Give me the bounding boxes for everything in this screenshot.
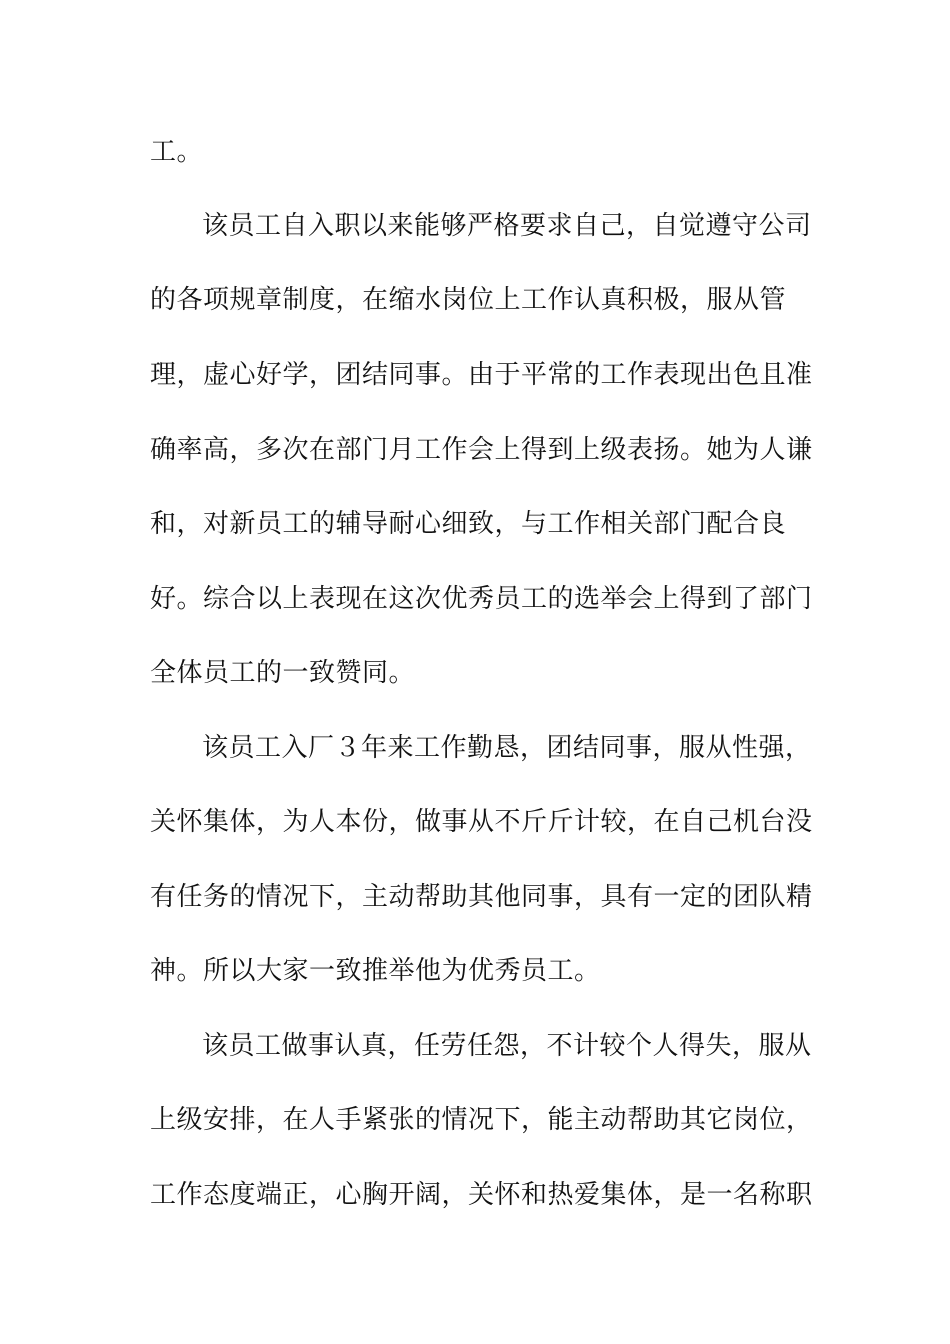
text-line: 工作态度端正，心胸开阔，关怀和热爱集体，是一名称职: [150, 1180, 813, 1210]
text-line: 神。所以大家一致推举他为优秀员工。: [150, 956, 601, 986]
text-line: 和，对新员工的辅导耐心细致，与工作相关部门配合良: [150, 509, 787, 539]
text-line: 理，虚心好学，团结同事。由于平常的工作表现出色且准: [150, 360, 813, 390]
text-line: 的各项规章制度，在缩水岗位上工作认真积极，服从管: [150, 285, 787, 315]
text-line: 好。综合以上表现在这次优秀员工的选举会上得到了部门: [150, 584, 813, 614]
text-line: 该员工自入职以来能够严格要求自己，自觉遵守公司: [202, 211, 812, 241]
text-line: 工。: [150, 137, 204, 167]
text-line: 全体员工的一致赞同。: [150, 658, 416, 688]
text-line: 有任务的情况下，主动帮助其他同事，具有一定的团队精: [150, 882, 813, 912]
text-line: 该员工入厂３年来工作勤恳，团结同事，服从性强，: [202, 733, 812, 763]
text-line: 关怀集体，为人本份，做事从不斤斤计较，在自己机台没: [150, 807, 813, 837]
text-line: 该员工做事认真，任劳任怨，不计较个人得失，服从: [202, 1031, 812, 1061]
text-line: 上级安排，在人手紧张的情况下，能主动帮助其它岗位，: [150, 1105, 813, 1135]
text-line: 确率高，多次在部门月工作会上得到上级表扬。她为人谦: [150, 435, 813, 465]
